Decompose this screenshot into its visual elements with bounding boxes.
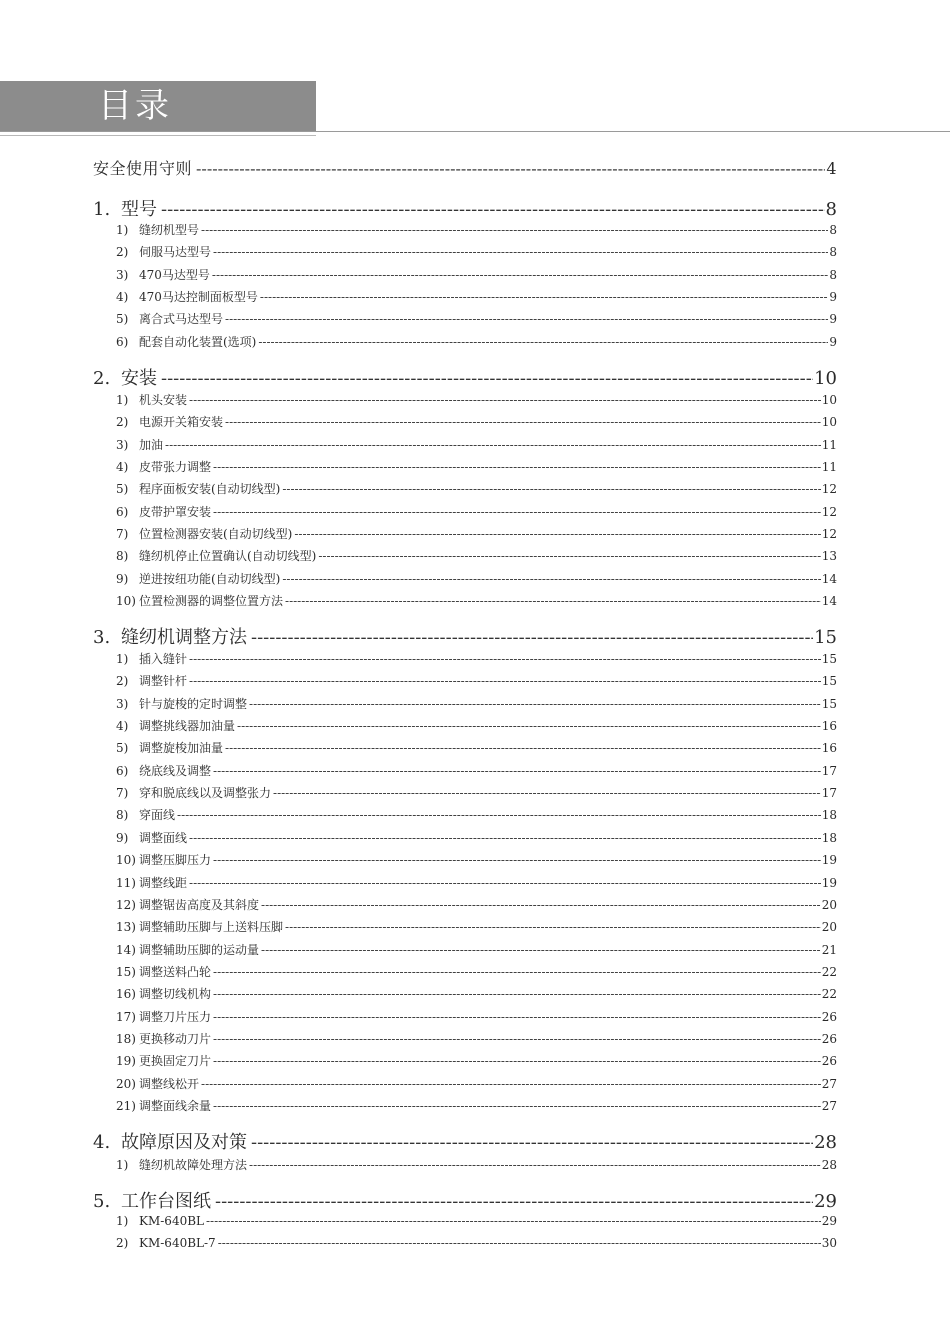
toc-entry-number: 20): [116, 1077, 136, 1091]
toc-section-title: 型号: [121, 199, 157, 220]
toc-entry-page: 26: [821, 1010, 837, 1024]
toc-entry-label: 调整刀片压力: [139, 1010, 212, 1024]
toc-entry-heading: [116, 1052, 211, 1069]
toc-entry-heading: [116, 874, 187, 891]
dot-leader: [218, 1236, 821, 1250]
toc-entry[interactable]: [116, 436, 837, 453]
toc-entry-heading: [116, 221, 199, 238]
toc-entry-page: 29: [821, 1214, 837, 1228]
toc-entry[interactable]: [116, 1052, 837, 1069]
toc-entry-heading: [116, 458, 211, 475]
toc-entry-page: 16: [821, 741, 837, 755]
toc-entry-number: 14): [116, 943, 136, 957]
toc-entry-heading: [116, 829, 187, 846]
toc-entry[interactable]: [116, 1097, 837, 1114]
toc-entry-page: 27: [821, 1077, 837, 1091]
dot-leader: [213, 853, 821, 867]
toc-section-page: 29: [814, 1191, 837, 1212]
toc-entry-page: 28: [821, 1158, 837, 1172]
toc-section-number: 5.: [93, 1191, 111, 1212]
toc-entry-heading: [116, 941, 259, 958]
toc-entry-number: 9): [116, 572, 129, 586]
toc-intro-entry[interactable]: [93, 156, 837, 179]
toc-entry[interactable]: [116, 1030, 837, 1047]
toc-entry-number: 8): [116, 549, 129, 563]
toc-section-page: 8: [825, 199, 837, 220]
toc-entry-page: 26: [821, 1032, 837, 1046]
toc-entry-label: 调整旋梭加油量: [139, 741, 224, 755]
toc-entry-number: 2): [116, 1236, 129, 1250]
toc-entry[interactable]: [116, 739, 837, 756]
dot-leader: [189, 876, 821, 890]
toc-entry-number: 1): [116, 652, 129, 666]
toc-entry-page: 10: [821, 393, 837, 407]
toc-entry-page: 30: [821, 1236, 837, 1250]
toc-section-heading: [93, 364, 157, 390]
toc-entry-page: 9: [829, 290, 837, 304]
toc-entry-heading: [116, 547, 316, 564]
toc-section-heading: [93, 1128, 247, 1154]
toc-entry-heading: [116, 806, 175, 823]
toc-entry-heading: [116, 570, 280, 587]
toc-entry-label: 皮带护罩安装: [139, 505, 212, 519]
toc-entry[interactable]: [116, 851, 837, 868]
toc-entry-heading: [116, 784, 271, 801]
toc-entry-heading: [116, 1008, 211, 1025]
toc-entry-heading: [116, 525, 292, 542]
dot-leader: [213, 764, 821, 778]
toc-entry-number: 1): [116, 393, 129, 407]
toc-entry-number: 4): [116, 290, 129, 304]
dot-leader: [213, 1032, 821, 1046]
toc-entry-heading: [116, 436, 163, 453]
toc-entry-label: 调整线松开: [139, 1077, 200, 1091]
toc-entry-heading: [116, 1097, 211, 1114]
toc-section-number: 2.: [93, 368, 111, 389]
toc-entry-number: 3): [116, 268, 129, 282]
toc-entry[interactable]: [116, 985, 837, 1002]
dot-leader: [213, 460, 821, 474]
dot-leader: [213, 965, 821, 979]
toc-entry-page: 20: [821, 898, 837, 912]
toc-entry-heading: [116, 243, 211, 260]
toc-entry-number: 17): [116, 1010, 136, 1024]
toc-entry-heading: [116, 310, 223, 327]
toc-entry-page: 14: [821, 572, 837, 586]
toc-entry-label: 程序面板安装(自动切线型): [139, 482, 281, 496]
dot-leader: [249, 1158, 821, 1172]
toc-entry[interactable]: [116, 1075, 837, 1092]
toc-entry-page: 9: [829, 335, 837, 349]
toc-entry-page: 19: [821, 853, 837, 867]
toc-entry[interactable]: [116, 288, 837, 305]
dot-leader: [213, 505, 821, 519]
toc-entry-heading: [116, 1030, 211, 1047]
toc-entry-label: 针与旋梭的定时调整: [139, 697, 248, 711]
toc-entry-label: 皮带张力调整: [139, 460, 212, 474]
toc-entry[interactable]: [116, 221, 837, 238]
toc-entry-label: 位置检测器安装(自动切线型): [139, 527, 293, 541]
toc-entry-page: 27: [821, 1099, 837, 1113]
toc-entry-number: 4): [116, 719, 129, 733]
toc-entry-heading: [116, 1075, 199, 1092]
toc-entry-number: 6): [116, 764, 129, 778]
dot-leader: [260, 290, 828, 304]
toc-entry[interactable]: [116, 918, 837, 935]
dot-leader: [161, 368, 813, 389]
toc-entry-number: 3): [116, 697, 129, 711]
toc-entry-label: 穿和脱底线以及调整张力: [139, 786, 272, 800]
toc-entry-label: 470马达控制面板型号: [139, 290, 258, 304]
toc-entry-label: 电源开关箱安装: [139, 415, 224, 429]
dot-leader: [251, 1132, 813, 1153]
toc-entry-page: 18: [821, 808, 837, 822]
toc-entry-page: 18: [821, 831, 837, 845]
toc-entry-page: 12: [821, 527, 837, 541]
toc-entry-heading: [116, 896, 259, 913]
toc-section-number: 3.: [93, 627, 111, 648]
toc-section-heading: [93, 195, 157, 221]
toc-entry-page: 15: [821, 674, 837, 688]
toc-entry-heading: [116, 333, 256, 350]
dot-leader: [212, 268, 828, 282]
dot-leader: [282, 482, 820, 496]
dot-leader: [213, 1099, 821, 1113]
toc-entry-number: 18): [116, 1032, 136, 1046]
toc-entry-heading: [116, 851, 211, 868]
toc-entry-page: 22: [821, 965, 837, 979]
toc-entry[interactable]: [116, 570, 837, 587]
dot-leader: [196, 159, 825, 178]
toc-entry-page: 8: [829, 268, 837, 282]
toc-entry[interactable]: [116, 525, 837, 542]
toc-entry-number: 3): [116, 438, 129, 452]
toc-entry-number: 5): [116, 741, 129, 755]
toc-entry-number: 7): [116, 786, 129, 800]
toc-section-number: 1.: [93, 199, 111, 220]
toc-entry-page: 17: [821, 786, 837, 800]
toc-entry-number: 6): [116, 335, 129, 349]
toc-entry-label: 调整面线: [139, 831, 188, 845]
toc-entry-number: 16): [116, 987, 136, 1001]
toc-entry-heading: [116, 695, 247, 712]
toc-entry-number: 4): [116, 460, 129, 474]
toc-entry-number: 2): [116, 415, 129, 429]
toc-section-page: 28: [814, 1132, 837, 1153]
toc-entry-label: KM-640BL: [139, 1214, 204, 1228]
toc-entry-label: 安全使用守则: [93, 159, 193, 178]
toc-entry[interactable]: [116, 806, 837, 823]
toc-section-4[interactable]: [93, 1128, 837, 1154]
toc-entry-number: 1): [116, 1214, 129, 1228]
dot-leader: [225, 741, 821, 755]
toc-entry-label: 缝纫机故障处理方法: [139, 1158, 248, 1172]
toc-entry-number: 6): [116, 505, 129, 519]
toc-entry-heading: [116, 650, 187, 667]
toc-entry-number: 1): [116, 1158, 129, 1172]
toc-entry-label: 调整线距: [139, 876, 188, 890]
toc-section-title: 安装: [121, 368, 157, 389]
dot-leader: [225, 415, 821, 429]
toc-entry-label: 调整送料凸轮: [139, 965, 212, 979]
toc-entry[interactable]: [116, 592, 837, 609]
toc-entry[interactable]: [116, 1214, 837, 1228]
toc-entry-number: 9): [116, 831, 129, 845]
toc-entry-page: 8: [829, 223, 837, 237]
toc-entry-heading: [116, 266, 210, 283]
toc-section-title: 故障原因及对策: [121, 1132, 247, 1153]
toc-entry-heading: [116, 592, 283, 609]
toc-entry-heading: [116, 918, 283, 935]
toc-section-heading: [93, 1187, 211, 1213]
toc-entry-label: 调整切线机构: [139, 987, 212, 1001]
toc-entry[interactable]: [116, 413, 837, 430]
toc-entry[interactable]: [116, 480, 837, 497]
toc-entry-label: 位置检测器的调整位置方法: [139, 594, 284, 608]
toc-entry[interactable]: [116, 762, 837, 779]
dot-leader: [237, 719, 821, 733]
toc-entry-label: 缝纫机停止位置确认(自动切线型): [139, 549, 317, 563]
toc-entry-page: 22: [821, 987, 837, 1001]
toc-entry[interactable]: [116, 874, 837, 891]
toc-entry[interactable]: [116, 333, 837, 350]
toc-section-2[interactable]: [93, 364, 837, 390]
toc-entry[interactable]: [116, 266, 837, 283]
toc-entry-page: 16: [821, 719, 837, 733]
dot-leader: [189, 831, 821, 845]
toc-entry[interactable]: [116, 310, 837, 327]
toc-entry[interactable]: [116, 1156, 837, 1173]
toc-entry-number: 15): [116, 965, 136, 979]
toc-section-3[interactable]: [93, 623, 837, 649]
dot-leader: [177, 808, 821, 822]
dot-leader: [318, 549, 820, 563]
toc-entry-page: 10: [821, 415, 837, 429]
dot-leader: [189, 652, 821, 666]
dot-leader: [258, 335, 828, 349]
dot-leader: [215, 1191, 813, 1212]
toc-entry-label: 调整挑线器加油量: [139, 719, 236, 733]
toc-entry-heading: [116, 288, 258, 305]
toc-entry-label: 配套自动化装置(选项): [139, 335, 257, 349]
toc-section-5[interactable]: [93, 1187, 837, 1213]
toc-entry-page: 14: [821, 594, 837, 608]
toc-entry-page: 20: [821, 920, 837, 934]
toc-entry-number: 21): [116, 1099, 136, 1113]
toc-section-heading: [93, 623, 247, 649]
toc-entry-heading: [116, 480, 280, 497]
dot-leader: [201, 223, 828, 237]
toc-entry-page: 11: [821, 460, 837, 474]
toc-entry[interactable]: [116, 547, 837, 564]
dot-leader: [189, 393, 821, 407]
dot-leader: [249, 697, 821, 711]
toc-entry-heading: [116, 1236, 216, 1250]
toc-entry-label: 调整面线余量: [139, 1099, 212, 1113]
dot-leader: [273, 786, 821, 800]
toc-section-page: 10: [814, 368, 837, 389]
dot-leader: [285, 920, 821, 934]
toc-entry-label: KM-640BL-7: [139, 1236, 216, 1250]
dot-leader: [213, 987, 821, 1001]
dot-leader: [282, 572, 820, 586]
toc-entry[interactable]: [116, 717, 837, 734]
toc-entry[interactable]: [116, 650, 837, 667]
dot-leader: [213, 1054, 821, 1068]
toc-entry-heading: [116, 503, 211, 520]
toc-entry[interactable]: [116, 503, 837, 520]
toc-entry-label: 绕底线及调整: [139, 764, 212, 778]
dot-leader: [251, 627, 813, 648]
toc-entry-number: 12): [116, 898, 136, 912]
toc-section-1[interactable]: [93, 195, 837, 221]
toc-entry[interactable]: [116, 963, 837, 980]
toc-entry-label: 更换固定刀片: [139, 1054, 212, 1068]
dot-leader: [213, 1010, 821, 1024]
toc-entry-page: 17: [821, 764, 837, 778]
toc-entry-heading: [116, 391, 187, 408]
toc-entry-label: 缝纫机型号: [139, 223, 200, 237]
toc-entry-number: 13): [116, 920, 136, 934]
toc-entry-label: 离合式马达型号: [139, 312, 224, 326]
toc-entry-label: 逆进按纽功能(自动切线型): [139, 572, 281, 586]
toc-entry-page: 4: [826, 159, 837, 178]
dot-leader: [165, 438, 821, 452]
toc-entry[interactable]: [116, 784, 837, 801]
dot-leader: [225, 312, 828, 326]
toc-entry[interactable]: [116, 695, 837, 712]
toc-entry-page: 12: [821, 505, 837, 519]
dot-leader: [213, 245, 828, 259]
dot-leader: [261, 943, 821, 957]
toc-entry-number: 10): [116, 853, 136, 867]
toc-entry-number: 2): [116, 674, 129, 688]
dot-leader: [206, 1214, 821, 1228]
toc-entry-label: 插入缝针: [139, 652, 188, 666]
toc-entry-page: 11: [821, 438, 837, 452]
toc-entry-label: 调整辅助压脚与上送料压脚: [139, 920, 284, 934]
toc-entry-heading: [116, 985, 211, 1002]
toc-entry[interactable]: [116, 458, 837, 475]
toc-entry-label: 更换移动刀片: [139, 1032, 212, 1046]
toc-entry-number: 5): [116, 312, 129, 326]
toc-entry-page: 12: [821, 482, 837, 496]
toc-entry-label: 穿面线: [139, 808, 176, 822]
toc-entry[interactable]: [116, 941, 837, 958]
toc-entry-label: 机头安装: [139, 393, 188, 407]
page-title: 目录: [98, 86, 172, 126]
toc-entry-number: 1): [116, 223, 129, 237]
toc-entry-label: 调整压脚压力: [139, 853, 212, 867]
toc-entry-number: 11): [116, 876, 136, 890]
toc-entry[interactable]: [116, 391, 837, 408]
dot-leader: [294, 527, 820, 541]
toc-entry-number: 8): [116, 808, 129, 822]
toc-entry-heading: [116, 717, 235, 734]
toc-section-number: 4.: [93, 1132, 111, 1153]
dot-leader: [285, 594, 821, 608]
toc-entry-label: 470马达型号: [139, 268, 210, 282]
dot-leader: [261, 898, 821, 912]
toc-entry-heading: [116, 1214, 204, 1228]
toc-entry[interactable]: [116, 896, 837, 913]
toc-entry[interactable]: [116, 1236, 837, 1250]
toc-entry-number: 2): [116, 245, 129, 259]
toc-entry-heading: [116, 413, 223, 430]
toc-entry-page: 26: [821, 1054, 837, 1068]
toc-entry-label: 调整辅助压脚的运动量: [139, 943, 260, 957]
toc-entry-heading: [116, 963, 211, 980]
dot-leader: [189, 674, 821, 688]
toc-entry[interactable]: [116, 243, 837, 260]
toc-entry-label: 伺服马达型号: [139, 245, 212, 259]
toc-section-title: 工作台图纸: [121, 1191, 211, 1212]
toc-section-page: 15: [814, 627, 837, 648]
toc-entry-number: 19): [116, 1054, 136, 1068]
dot-leader: [161, 199, 825, 220]
toc-entry[interactable]: [116, 829, 837, 846]
toc-entry-label: 加油: [139, 438, 164, 452]
toc-entry-page: 21: [821, 943, 837, 957]
dot-leader: [201, 1077, 821, 1091]
toc-entry-heading: [116, 739, 223, 756]
toc-entry-page: 8: [829, 245, 837, 259]
toc-entry-heading: [116, 672, 187, 689]
toc-entry-label: 调整针杆: [139, 674, 188, 688]
toc-entry-page: 13: [821, 549, 837, 563]
toc-entry-number: 10): [116, 594, 136, 608]
toc-entry-page: 15: [821, 697, 837, 711]
toc-entry-heading: [116, 1156, 247, 1173]
toc-entry-page: 19: [821, 876, 837, 890]
toc-entry-label: 调整锯齿高度及其斜度: [139, 898, 260, 912]
toc-entry-heading: [116, 762, 211, 779]
toc-section-title: 缝纫机调整方法: [121, 627, 247, 648]
toc-entry[interactable]: [116, 672, 837, 689]
toc-entry[interactable]: [116, 1008, 837, 1025]
toc-entry-page: 15: [821, 652, 837, 666]
toc-entry-number: 7): [116, 527, 129, 541]
toc-entry-number: 5): [116, 482, 129, 496]
toc-entry-page: 9: [829, 312, 837, 326]
